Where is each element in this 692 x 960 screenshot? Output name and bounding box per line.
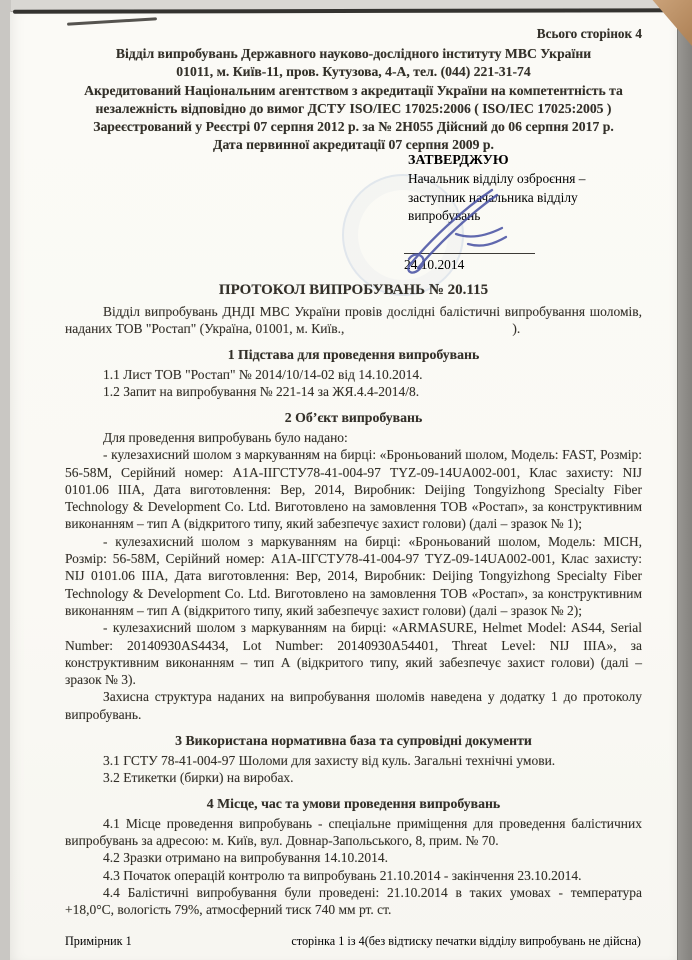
approval-position-line: випробувань — [408, 208, 481, 224]
paragraph-sample-2: - кулезахисний шолом з маркуванням на бирці: «Броньований шолом, Модель: MICH, Розмір: 56-58М, Серійний номер: А1А-ІІГСТУ78-41-004-97 TYZ-09-14UA002-001, Клас захисту: NIJ 0101.06 ІІІА, Дата виготовлення: Вер, 2014, Виробник: Deijing Tongyizhong Specialty Fiber Technology & Development Co. Ltd. Виготовлено на замовлення ТОВ «Ростап», за конструктивним виконанням – тип А (відкритого типу, який забезпечує захист голови) (далі – зразок № 2); — [65, 533, 642, 618]
approval-word: ЗАТВЕРДЖУЮ — [408, 153, 509, 168]
footer-page-note: сторінка 1 із 4(без відтиску печатки відділу випробувань не дійсна) — [291, 934, 641, 948]
paragraph-4-3: 4.3 Початок операцій контролю та випробувань 21.10.2014 - закінчення 23.10.2014. — [103, 867, 582, 883]
section-2-heading: 2 Об’єкт випробувань — [284, 410, 423, 426]
org-header-line: 01011, м. Київ-11, пров. Кутузова, 4-А, тел. (044) 221-31-74 — [176, 64, 531, 80]
intro-text: Відділ випробувань ДНДІ МВС України провів дослідні балістичні випробування шоломів, наданих ТОВ "Ростап" (Україна, 01001, м. Київ., — [65, 303, 642, 337]
org-header — [65, 45, 642, 155]
paragraph-sample-3: - кулезахисний шолом з маркуванням на бирці: «ARMASURE, Helmet Model: AS44, Serial Number: 20140930AS4434, Lot Number: 20140930A54401, Threat Level: NIJ ІІІА», за конструктивним виконанням – тип А (відкритого типу, який забезпечує захист голови) (далі – зразок № 3). — [65, 620, 642, 688]
org-header-line: Відділ випробувань Державного науково-дослідного інституту МВС України — [115, 46, 592, 61]
section-3-heading: 3 Використана нормативна база та супровідні документи — [175, 733, 532, 749]
paragraph-3-1: 3.1 ГСТУ 78-41-004-97 Шоломи для захисту від куль. Загальні технічні умови. — [103, 752, 556, 768]
total-pages-note: Всього сторінок 4 — [536, 26, 642, 41]
document-page — [10, 12, 678, 960]
scan-right-band — [677, 0, 692, 960]
intro-paragraph — [65, 303, 642, 338]
section-1-heading: 1 Підстава для проведення випробувань — [227, 347, 480, 363]
page-title: ПРОТОКОЛ ВИПРОБУВАНЬ № 20.115 — [218, 281, 489, 298]
paragraph-4-1: 4.1 Місце проведення випробувань - спеціальне приміщення для проведення балістичних випробувань за адресою: м. Київ, вул. Довнар-Запольського, 8, прим. № 70. — [65, 815, 642, 848]
paragraph-1-2: 1.2 Запит на випробування № 221-14 за ЖЯ.4.4-2014/8. — [103, 384, 420, 400]
paragraph-4-4: 4.4 Балістичні випробування були проведені: 21.10.2014 в таких умовах - температура +18,0°С, вологість 79%, атмосферний тиск 740 мм рт. ст. — [65, 884, 642, 918]
org-header-line: незалежність відповідно до вимог ДСТУ ISO/IEC 17025:2006 ( ISO/IEC 17025:2005 ) — [95, 100, 612, 116]
paragraph-2-closing: Захисна структура наданих на випробування шоломів наведена у додатку 1 до протоколу випробувань. — [65, 689, 642, 722]
signature-ink — [398, 184, 512, 276]
org-header-line: Дата первинної акредитації 07 серпня 2009 р. — [213, 137, 494, 153]
paragraph-2-intro: Для проведення випробувань було надано: — [103, 429, 348, 445]
paragraph-sample-1: - кулезахисний шолом з маркуванням на бирці: «Броньований шолом, Модель: FAST, Розмір: 56-58М, Серійний номер: А1А-ІІГСТУ78-41-004-97 TYZ-09-14UA002-001, Клас захисту: NIJ 0101.06 ІІІА, Дата виготовлення: Вер, 2014, Виробник: Deijing Tongyizhong Specialty Fiber Technology & Development Co. Ltd. Виготовлено на замовлення ТОВ «Ростап», за конструктивним виконанням – тип А (відкритого типу, який забезпечує захист голови) (далі – зразок № 1); — [65, 447, 642, 532]
paragraph-4-2: 4.2 Зразки отримано на випробування 14.10.2014. — [103, 850, 389, 866]
org-header-line: Акредитований Національним агентством з акредитації України на компетентність та — [84, 82, 623, 98]
org-header-line: Зареєстрований у Реєстрі 07 серпня 2012 р. за № 2Н055 Дійсний до 06 серпня 2017 р. — [93, 119, 614, 135]
approval-position-line: Начальник відділу озброєння – — [408, 171, 586, 187]
intro-close: ). — [512, 321, 521, 337]
approval-date: 24.10.2014 — [404, 257, 465, 272]
paragraph-1-1: 1.1 Лист ТОВ "Ростап" № 2014/10/14-02 від 14.10.2014. — [103, 366, 423, 382]
footer-copy-number: Примірник 1 — [65, 934, 132, 948]
section-4-heading: 4 Місце, час та умови проведення випробувань — [206, 796, 501, 812]
page-footer — [65, 934, 641, 949]
approval-position-line: заступник начальника відділу — [408, 189, 578, 205]
paragraph-3-2: 3.2 Етикетки (бирки) на виробах. — [103, 769, 294, 785]
